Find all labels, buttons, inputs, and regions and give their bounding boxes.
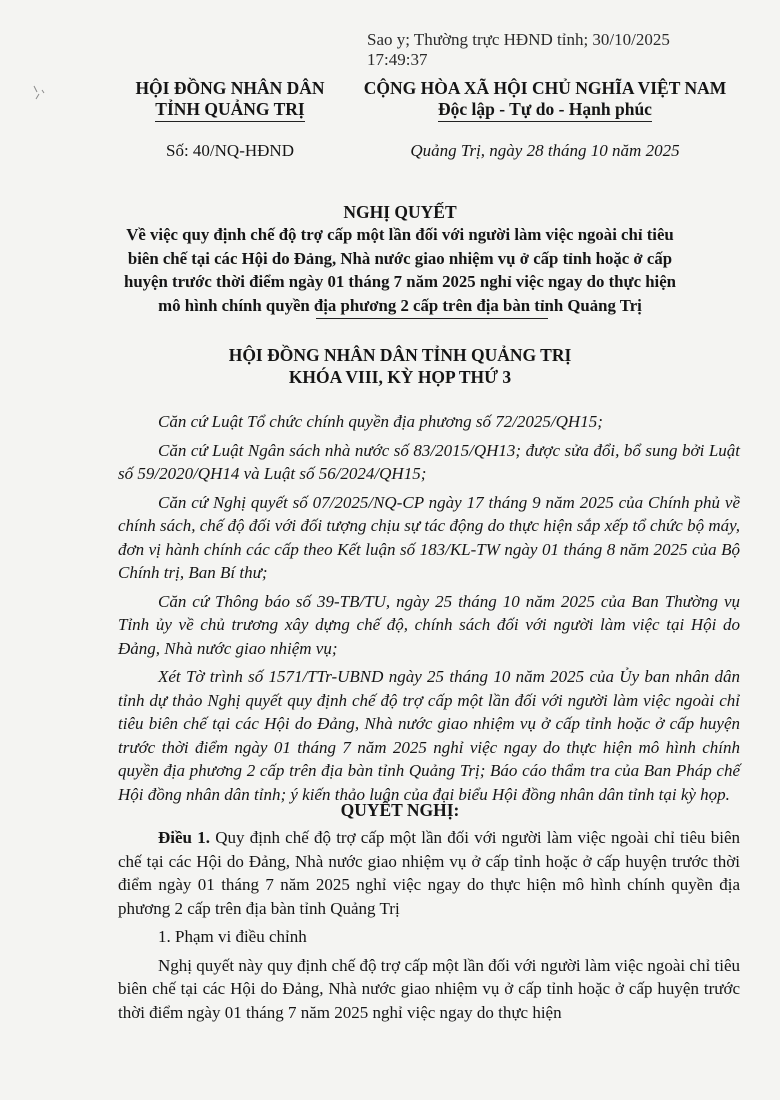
preamble-item: Xét Tờ trình số 1571/TTr-UBND ngày 25 tháng 10 năm 2025 của Ủy ban nhân dân tỉnh dự thảo Nghị quyết quy định chế độ trợ cấp một lần đối với người làm việc ngoài chỉ tiêu biên chế tại các Hội do Đảng, Nhà nước giao nhiệm vụ ở cấp tỉnh hoặc ở cấp huyện trước thời điểm ngày 01 tháng 7 năm 2025 nghỉ việc ngay do thực hiện mô hình chính quyền địa phương 2 cấp trên địa bàn tỉnh Quảng Trị; Báo cáo thẩm tra của Ban Pháp chế Hội đồng nhân dân tỉnh; ý kiến thảo luận của đại biểu Hội đồng nhân dân tỉnh tại kỳ họp. <box>118 667 740 804</box>
scan-mark-icon <box>28 82 50 104</box>
national-motto: Độc lập - Tự do - Hạnh phúc <box>438 99 652 122</box>
decision-heading: QUYẾT NGHỊ: <box>340 800 460 820</box>
preamble <box>118 410 740 806</box>
document-number: Số: 40/NQ-HĐND <box>166 141 294 160</box>
article-1-text: Quy định chế độ trợ cấp một lần đối với người làm việc ngoài chỉ tiêu biên chế tại các Hội do Đảng, Nhà nước giao nhiệm vụ ở cấp tỉnh hoặc ở cấp huyện trước thời điểm ngày 01 tháng 7 năm 2025 nghỉ việc ngay do thực hiện mô hình chính quyền địa phương 2 cấp trên địa bàn tỉnh Quảng Trị <box>118 828 741 918</box>
issuing-organization <box>125 78 335 122</box>
org-line-1: HỘI ĐỒNG NHÂN DÂN <box>135 78 325 98</box>
article-1-label: Điều 1. <box>158 828 210 847</box>
council-heading <box>140 344 660 388</box>
copy-stamp <box>367 30 747 70</box>
article-1 <box>118 826 740 1024</box>
council-session: KHÓA VIII, KỲ HỌP THỨ 3 <box>288 367 512 387</box>
subject-underline <box>316 318 548 319</box>
article-1-paragraph <box>118 826 740 920</box>
clause-1-heading: 1. Phạm vi điều chỉnh <box>158 927 307 946</box>
council-name: HỘI ĐỒNG NHÂN DÂN TỈNH QUẢNG TRỊ <box>228 345 572 365</box>
org-line-2: TỈNH QUẢNG TRỊ <box>155 99 304 122</box>
copy-stamp-note: Sao y; Thường trực HĐND tỉnh; 30/10/2025 <box>367 30 670 49</box>
place-date: Quảng Trị, ngày 28 tháng 10 năm 2025 <box>410 141 680 160</box>
nation-name: CỘNG HÒA XÃ HỘI CHỦ NGHĨA VIỆT NAM <box>363 78 727 98</box>
document-type: NGHỊ QUYẾT <box>343 202 457 222</box>
document-subject: Về việc quy định chế độ trợ cấp một lần đối với người làm việc ngoài chỉ tiêu biên chế tại các Hội do Đảng, Nhà nước giao nhiệm vụ ở cấp tỉnh hoặc ở cấp huyện trước thời điểm ngày 01 tháng 7 năm 2025 nghỉ việc ngay do thực hiện mô hình chính quyền địa phương 2 cấp trên địa bàn tỉnh Quảng Trị <box>123 225 676 315</box>
copy-stamp-time: 17:49:37 <box>367 50 428 69</box>
national-heading <box>345 78 745 122</box>
preamble-item: Căn cứ Luật Tổ chức chính quyền địa phương số 72/2025/QH15; <box>158 412 603 431</box>
preamble-item: Căn cứ Luật Ngân sách nhà nước số 83/2015/QH13; được sửa đổi, bổ sung bởi Luật số 59/2020/QH14 và Luật số 56/2024/QH15; <box>118 440 740 483</box>
preamble-item: Căn cứ Thông báo số 39-TB/TU, ngày 25 tháng 10 năm 2025 của Ban Thường vụ Tỉnh ủy về chủ trương xây dựng chế độ, chính sách đối với người làm việc tại Hội do Đảng, Nhà nước giao nhiệm vụ; <box>118 591 740 658</box>
preamble-item: Căn cứ Nghị quyết số 07/2025/NQ-CP ngày 17 tháng 9 năm 2025 của Chính phủ về chính sách, chế độ đối với đối tượng chịu sự tác động do thực hiện sắp xếp tổ chức bộ máy, đơn vị hành chính các cấp theo Kết luận số 183/KL-TW ngày 01 tháng 8 năm 2025 của Bộ Chính trị, Ban Bí thư; <box>118 492 740 582</box>
clause-1-text: Nghị quyết này quy định chế độ trợ cấp một lần đối với người làm việc ngoài chỉ tiêu biên chế tại các Hội do Đảng, Nhà nước giao nhiệm vụ ở cấp tỉnh hoặc ở cấp huyện trước thời điểm ngày 01 tháng 7 năm 2025 nghỉ việc ngay do thực hiện <box>118 955 740 1022</box>
